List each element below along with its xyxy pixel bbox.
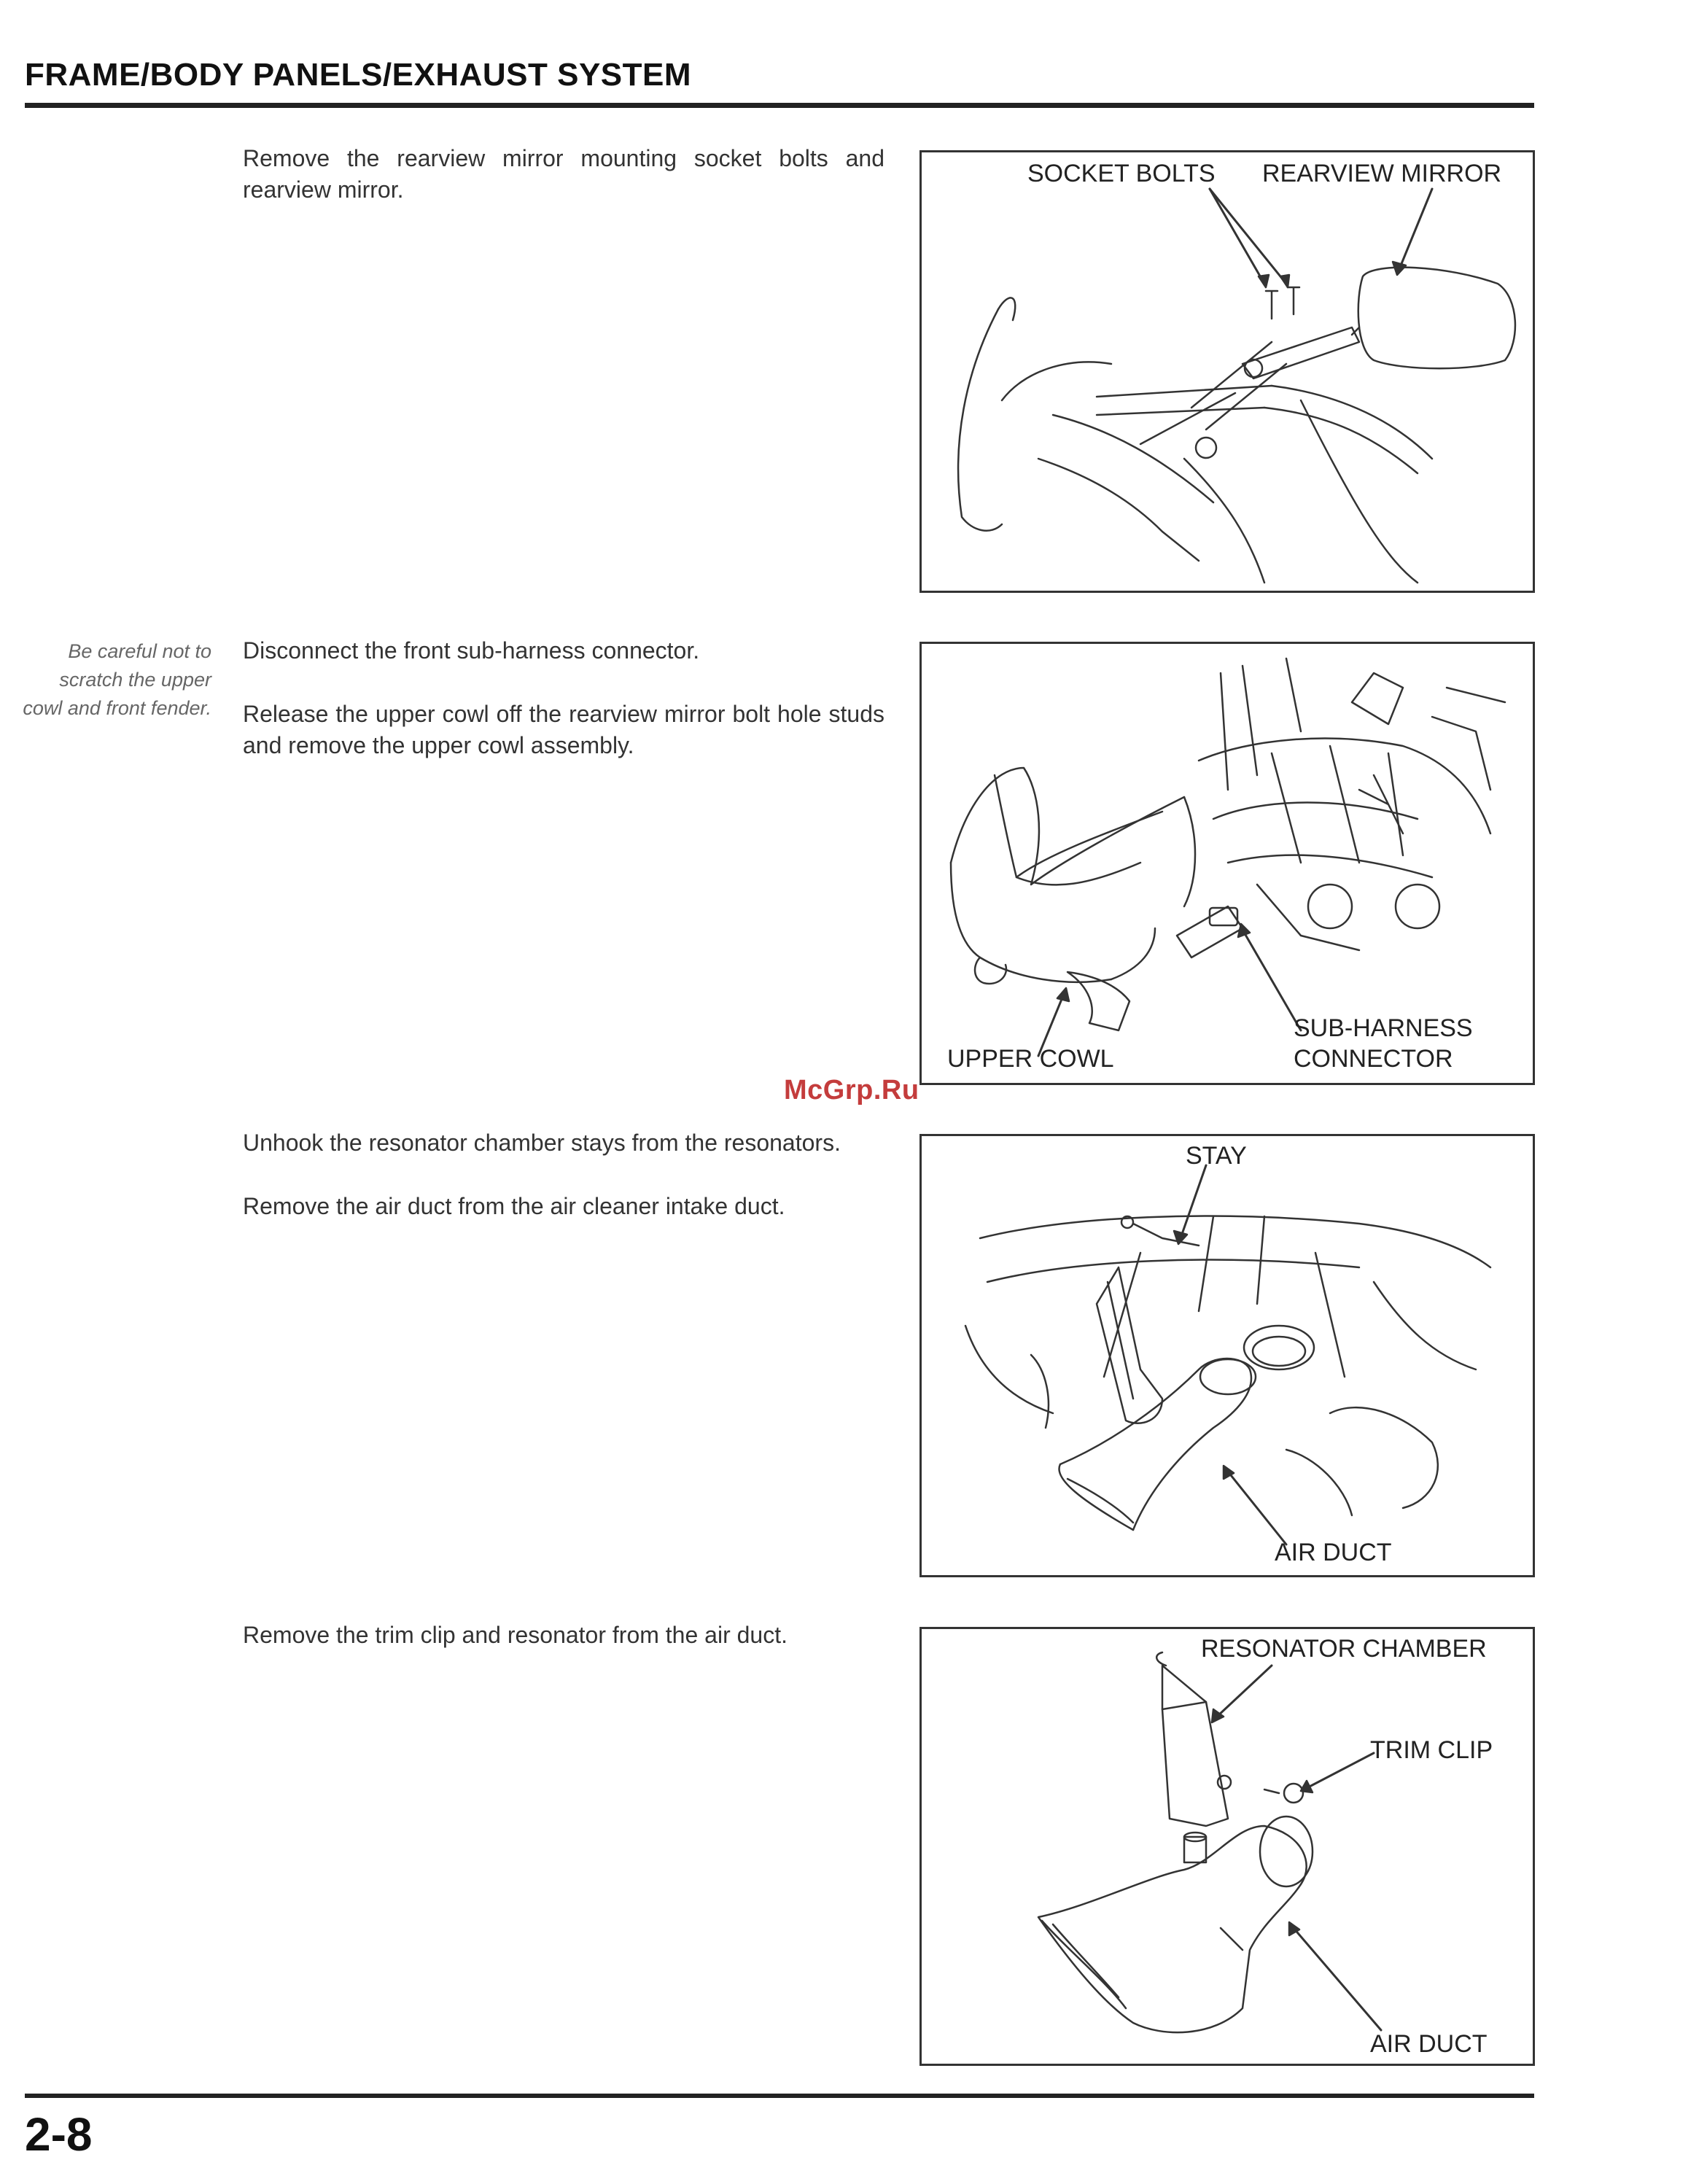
step-2-text <box>243 635 884 793</box>
figure-2 <box>919 642 1535 1085</box>
callout-sub-harness: SUB-HARNESS <box>1294 1014 1473 1042</box>
step-2-note: Be careful not to scratch the upper cowl and front fender. <box>23 640 211 719</box>
step-1-paragraph-1: Remove the rearview mirror mounting socket bolts and rearview mirror. <box>243 145 884 203</box>
step-3-text <box>243 1127 884 1254</box>
header-rule <box>25 103 1534 108</box>
page-number: 2-8 <box>25 2108 93 2161</box>
watermark: McGrp.Ru <box>784 1075 919 1105</box>
callout-upper-cowl: UPPER COWL <box>947 1045 1114 1073</box>
page-title: FRAME/BODY PANELS/EXHAUST SYSTEM <box>25 57 692 93</box>
figure-3 <box>919 1134 1535 1577</box>
resonator-illustration <box>922 1629 1533 2064</box>
figure-4 <box>919 1627 1535 2066</box>
step-3-paragraph-2: Remove the air duct from the air cleaner intake duct. <box>243 1193 785 1219</box>
step-2-paragraph-2: Release the upper cowl off the rearview mirror bolt hole studs and remove the upper cowl assembly. <box>243 701 884 758</box>
callout-connector: CONNECTOR <box>1294 1045 1453 1073</box>
air-duct-illustration <box>922 1136 1533 1575</box>
callout-stay: STAY <box>1186 1142 1247 1170</box>
step-2-paragraph-1: Disconnect the front sub-harness connector. <box>243 637 700 664</box>
step-4-text <box>243 1620 884 1683</box>
step-4-paragraph-1: Remove the trim clip and resonator from the air duct. <box>243 1622 788 1648</box>
step-1-text <box>243 143 884 238</box>
callout-socket-bolts: SOCKET BOLTS <box>1027 160 1216 187</box>
step-3-paragraph-1: Unhook the resonator chamber stays from the resonators. <box>243 1130 841 1156</box>
callout-rearview-mirror: REARVIEW MIRROR <box>1262 160 1502 187</box>
callout-resonator-chamber: RESONATOR CHAMBER <box>1201 1635 1487 1663</box>
callout-air-duct-2: AIR DUCT <box>1370 2030 1488 2058</box>
mirror-illustration <box>922 152 1533 591</box>
footer-rule <box>25 2094 1534 2098</box>
callout-air-duct: AIR DUCT <box>1275 1539 1392 1566</box>
callout-trim-clip: TRIM CLIP <box>1370 1736 1493 1764</box>
figure-1 <box>919 150 1535 593</box>
